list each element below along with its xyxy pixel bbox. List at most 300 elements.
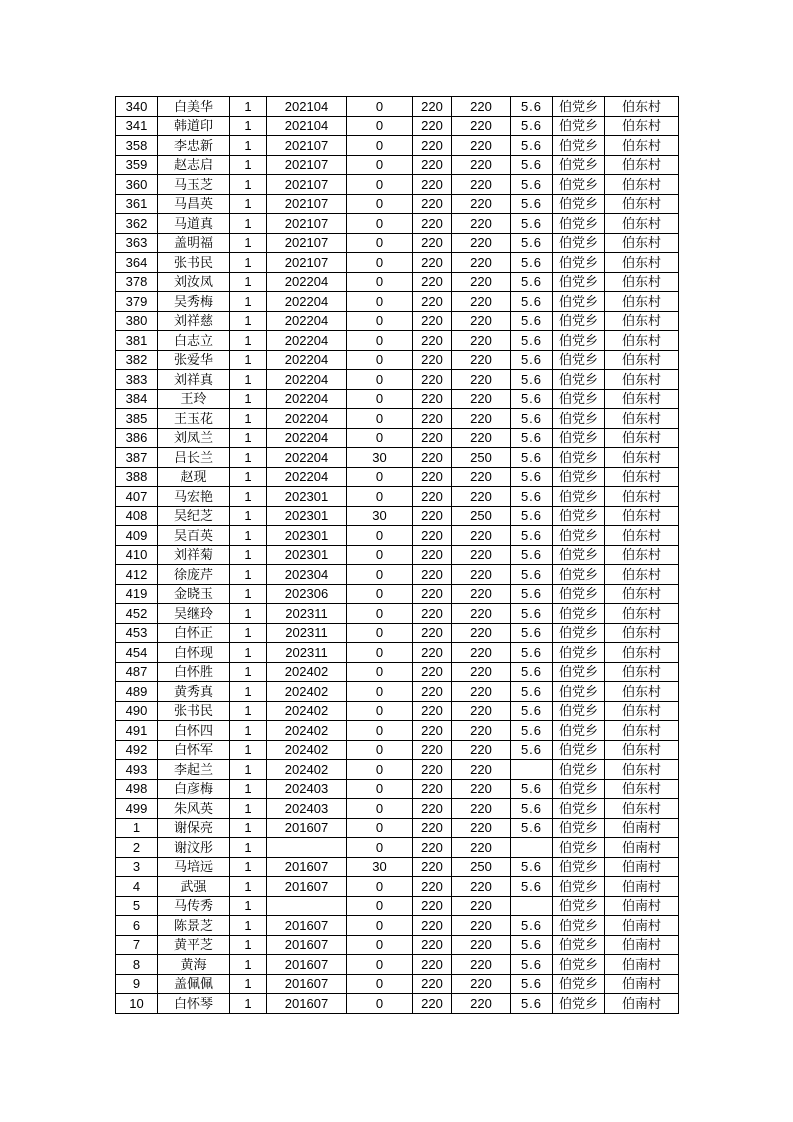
table-cell: 380	[116, 311, 158, 331]
table-cell: 220	[413, 194, 452, 214]
table-cell: 202403	[267, 779, 347, 799]
table-cell: 伯南村	[605, 818, 679, 838]
table-cell: 385	[116, 409, 158, 429]
table-cell: 盖明福	[158, 233, 230, 253]
table-row	[116, 292, 679, 312]
table-cell: 202104	[267, 97, 347, 117]
table-row	[116, 955, 679, 975]
table-cell: 202107	[267, 136, 347, 156]
table-cell: 伯党乡	[553, 428, 605, 448]
table-cell: 王玉花	[158, 409, 230, 429]
table-cell: 伯南村	[605, 994, 679, 1014]
table-cell: 220	[413, 877, 452, 897]
table-cell: 伯党乡	[553, 740, 605, 760]
table-cell: 220	[413, 818, 452, 838]
table-cell: 5.6	[511, 448, 553, 468]
table-cell	[511, 760, 553, 780]
table-cell: 220	[452, 175, 511, 195]
table-cell: 220	[452, 935, 511, 955]
table-cell: 张书民	[158, 701, 230, 721]
table-row	[116, 701, 679, 721]
table-cell: 0	[347, 155, 413, 175]
table-cell: 伯党乡	[553, 779, 605, 799]
table-row	[116, 331, 679, 351]
table-cell: 1	[230, 896, 267, 916]
table-cell: 0	[347, 799, 413, 819]
table-cell: 341	[116, 116, 158, 136]
table-cell: 谢保亮	[158, 818, 230, 838]
table-cell: 220	[452, 292, 511, 312]
table-row	[116, 760, 679, 780]
table-cell: 白美华	[158, 97, 230, 117]
table-cell: 刘凤兰	[158, 428, 230, 448]
table-cell: 1	[230, 623, 267, 643]
table-cell: 202402	[267, 760, 347, 780]
table-cell: 220	[413, 233, 452, 253]
table-cell: 384	[116, 389, 158, 409]
table-cell: 伯东村	[605, 214, 679, 234]
table-cell: 220	[452, 818, 511, 838]
table-cell: 0	[347, 487, 413, 507]
table-cell: 220	[452, 409, 511, 429]
table-cell: 489	[116, 682, 158, 702]
table-cell: 1	[230, 233, 267, 253]
table-cell: 伯党乡	[553, 448, 605, 468]
table-cell: 201607	[267, 916, 347, 936]
table-cell: 吴纪芝	[158, 506, 230, 526]
table-cell: 5.6	[511, 136, 553, 156]
table-cell: 1	[230, 935, 267, 955]
table-cell: 0	[347, 253, 413, 273]
table-cell: 202304	[267, 565, 347, 585]
table-row	[116, 370, 679, 390]
table-cell: 马昌英	[158, 194, 230, 214]
table-cell: 498	[116, 779, 158, 799]
table-cell: 30	[347, 506, 413, 526]
table-row	[116, 448, 679, 468]
table-cell: 伯东村	[605, 409, 679, 429]
table-cell: 220	[413, 409, 452, 429]
table-cell: 伯党乡	[553, 487, 605, 507]
table-cell: 0	[347, 682, 413, 702]
table-cell: 0	[347, 389, 413, 409]
table-cell: 201607	[267, 974, 347, 994]
table-cell: 张爱华	[158, 350, 230, 370]
table-cell: 220	[413, 545, 452, 565]
table-cell: 220	[452, 604, 511, 624]
table-cell: 0	[347, 896, 413, 916]
table-cell: 马培远	[158, 857, 230, 877]
table-cell: 白志立	[158, 331, 230, 351]
table-cell: 220	[413, 682, 452, 702]
table-cell: 伯党乡	[553, 974, 605, 994]
table-cell: 伯东村	[605, 155, 679, 175]
table-cell: 0	[347, 838, 413, 858]
table-cell: 赵志启	[158, 155, 230, 175]
table-cell: 202306	[267, 584, 347, 604]
table-cell: 202311	[267, 604, 347, 624]
table-cell: 5.6	[511, 955, 553, 975]
table-cell: 伯东村	[605, 194, 679, 214]
table-cell: 4	[116, 877, 158, 897]
table-cell: 220	[413, 721, 452, 741]
table-cell: 1	[230, 311, 267, 331]
table-cell: 202204	[267, 389, 347, 409]
table-cell: 伯党乡	[553, 838, 605, 858]
table-cell: 202204	[267, 311, 347, 331]
table-cell: 1	[230, 428, 267, 448]
table-cell: 伯党乡	[553, 994, 605, 1014]
table-cell: 1	[230, 662, 267, 682]
table-cell: 1	[230, 974, 267, 994]
table-cell: 487	[116, 662, 158, 682]
table-cell: 伯东村	[605, 350, 679, 370]
table-cell: 5.6	[511, 506, 553, 526]
table-cell	[267, 896, 347, 916]
table-cell: 伯东村	[605, 565, 679, 585]
table-cell: 0	[347, 623, 413, 643]
table-cell: 220	[413, 428, 452, 448]
table-cell: 220	[452, 526, 511, 546]
table-cell: 250	[452, 448, 511, 468]
table-row	[116, 194, 679, 214]
table-cell: 30	[347, 448, 413, 468]
table-cell: 伯党乡	[553, 545, 605, 565]
table-cell: 伯党乡	[553, 97, 605, 117]
table-cell: 8	[116, 955, 158, 975]
table-row	[116, 916, 679, 936]
table-cell: 1	[230, 838, 267, 858]
table-cell: 5.6	[511, 214, 553, 234]
table-cell: 伯东村	[605, 584, 679, 604]
table-cell: 408	[116, 506, 158, 526]
table-cell: 白怀四	[158, 721, 230, 741]
table-cell: 1	[230, 818, 267, 838]
table-row	[116, 935, 679, 955]
table-row	[116, 175, 679, 195]
table-row	[116, 350, 679, 370]
table-cell: 358	[116, 136, 158, 156]
table-cell: 363	[116, 233, 158, 253]
table-cell: 202402	[267, 662, 347, 682]
table-cell: 伯东村	[605, 526, 679, 546]
table-cell: 220	[413, 779, 452, 799]
table-cell: 白怀琴	[158, 994, 230, 1014]
table-cell: 5.6	[511, 155, 553, 175]
table-cell: 伯党乡	[553, 721, 605, 741]
table-cell: 220	[413, 370, 452, 390]
table-cell: 伯党乡	[553, 311, 605, 331]
table-row	[116, 389, 679, 409]
table-cell: 250	[452, 506, 511, 526]
table-cell: 1	[230, 916, 267, 936]
table-cell: 李忠新	[158, 136, 230, 156]
table-cell: 朱风英	[158, 799, 230, 819]
table-cell: 伯东村	[605, 428, 679, 448]
table-cell: 220	[452, 311, 511, 331]
table-cell: 伯党乡	[553, 331, 605, 351]
table-row	[116, 682, 679, 702]
table-cell: 202402	[267, 740, 347, 760]
table-cell: 伯东村	[605, 760, 679, 780]
table-cell: 220	[413, 272, 452, 292]
table-cell: 202204	[267, 428, 347, 448]
table-cell: 5.6	[511, 428, 553, 448]
table-cell: 伯东村	[605, 370, 679, 390]
table-cell: 5.6	[511, 721, 553, 741]
table-cell: 伯党乡	[553, 701, 605, 721]
table-cell: 1	[230, 370, 267, 390]
table-cell: 伯党乡	[553, 116, 605, 136]
table-cell: 0	[347, 292, 413, 312]
table-cell: 伯党乡	[553, 389, 605, 409]
table-cell: 0	[347, 721, 413, 741]
table-cell: 220	[452, 97, 511, 117]
table-cell: 5.6	[511, 292, 553, 312]
table-cell: 伯党乡	[553, 623, 605, 643]
table-cell: 1	[230, 331, 267, 351]
table-cell: 伯南村	[605, 974, 679, 994]
table-cell: 220	[452, 662, 511, 682]
table-cell: 202403	[267, 799, 347, 819]
table-cell: 伯南村	[605, 916, 679, 936]
table-cell: 伯东村	[605, 506, 679, 526]
table-cell: 409	[116, 526, 158, 546]
table-cell: 202107	[267, 194, 347, 214]
table-cell: 1	[230, 487, 267, 507]
table-cell: 0	[347, 370, 413, 390]
table-cell: 5.6	[511, 97, 553, 117]
table-cell: 伯党乡	[553, 604, 605, 624]
table-row	[116, 467, 679, 487]
table-cell: 1	[230, 604, 267, 624]
table-cell: 220	[452, 487, 511, 507]
table-cell: 10	[116, 994, 158, 1014]
table-cell: 5.6	[511, 604, 553, 624]
table-cell: 220	[452, 643, 511, 663]
table-cell: 9	[116, 974, 158, 994]
table-cell: 359	[116, 155, 158, 175]
table-cell: 伯东村	[605, 116, 679, 136]
table-cell: 220	[413, 623, 452, 643]
table-cell: 0	[347, 526, 413, 546]
table-cell: 220	[452, 233, 511, 253]
table-cell: 220	[452, 545, 511, 565]
table-cell: 220	[452, 584, 511, 604]
table-cell: 202301	[267, 526, 347, 546]
table-row	[116, 97, 679, 117]
table-cell: 383	[116, 370, 158, 390]
table-cell: 1	[230, 97, 267, 117]
roster-table	[115, 96, 679, 1014]
table-cell: 1	[230, 740, 267, 760]
table-cell: 1	[230, 721, 267, 741]
table-cell: 伯党乡	[553, 467, 605, 487]
table-cell: 马宏艳	[158, 487, 230, 507]
table-row	[116, 818, 679, 838]
table-cell: 伯党乡	[553, 214, 605, 234]
table-row	[116, 662, 679, 682]
table-cell: 220	[413, 740, 452, 760]
table-cell: 5.6	[511, 799, 553, 819]
table-cell: 5.6	[511, 935, 553, 955]
table-cell: 白怀现	[158, 643, 230, 663]
table-cell: 5.6	[511, 857, 553, 877]
table-cell: 5.6	[511, 175, 553, 195]
table-cell: 202107	[267, 233, 347, 253]
table-row	[116, 740, 679, 760]
table-cell: 伯党乡	[553, 818, 605, 838]
table-cell: 武强	[158, 877, 230, 897]
table-row	[116, 799, 679, 819]
table-cell: 伯东村	[605, 331, 679, 351]
table-cell: 1	[230, 779, 267, 799]
table-cell: 徐庞芹	[158, 565, 230, 585]
table-cell: 1	[230, 682, 267, 702]
table-cell: 220	[413, 311, 452, 331]
table-cell: 1	[230, 116, 267, 136]
table-cell: 202107	[267, 175, 347, 195]
table-cell: 201607	[267, 857, 347, 877]
table-cell: 白彦梅	[158, 779, 230, 799]
table-cell	[511, 838, 553, 858]
table-cell: 491	[116, 721, 158, 741]
table-cell: 1	[230, 701, 267, 721]
table-cell: 5.6	[511, 194, 553, 214]
table-cell: 5.6	[511, 467, 553, 487]
table-cell: 6	[116, 916, 158, 936]
table-cell: 伯东村	[605, 97, 679, 117]
table-cell: 0	[347, 604, 413, 624]
table-cell: 5.6	[511, 643, 553, 663]
table-cell: 伯东村	[605, 389, 679, 409]
table-cell: 伯南村	[605, 935, 679, 955]
table-cell: 伯东村	[605, 253, 679, 273]
table-cell: 伯党乡	[553, 857, 605, 877]
table-cell: 5	[116, 896, 158, 916]
table-cell: 1	[230, 448, 267, 468]
table-row	[116, 214, 679, 234]
table-cell: 5.6	[511, 701, 553, 721]
table-cell: 5.6	[511, 818, 553, 838]
table-cell: 1	[230, 760, 267, 780]
table-cell: 419	[116, 584, 158, 604]
table-cell: 1	[230, 194, 267, 214]
table-row	[116, 155, 679, 175]
table-cell: 1	[230, 136, 267, 156]
table-cell: 1	[230, 409, 267, 429]
table-cell: 220	[413, 604, 452, 624]
table-cell: 1	[230, 955, 267, 975]
table-cell: 王玲	[158, 389, 230, 409]
table-row	[116, 857, 679, 877]
table-cell: 0	[347, 584, 413, 604]
table-cell: 1	[230, 467, 267, 487]
table-cell: 伯南村	[605, 838, 679, 858]
table-cell: 5.6	[511, 682, 553, 702]
table-cell: 伯党乡	[553, 272, 605, 292]
table-cell: 赵现	[158, 467, 230, 487]
table-cell: 0	[347, 467, 413, 487]
table-row	[116, 233, 679, 253]
table-row	[116, 974, 679, 994]
table-cell: 盖佩佩	[158, 974, 230, 994]
table-cell: 伯南村	[605, 857, 679, 877]
table-cell: 0	[347, 701, 413, 721]
table-cell: 伯东村	[605, 799, 679, 819]
table-cell: 202204	[267, 409, 347, 429]
table-cell: 1	[230, 643, 267, 663]
table-cell: 5.6	[511, 740, 553, 760]
table-cell: 1	[230, 272, 267, 292]
table-cell: 202104	[267, 116, 347, 136]
table-cell: 吴秀梅	[158, 292, 230, 312]
table-cell: 伯东村	[605, 701, 679, 721]
table-row	[116, 526, 679, 546]
table-cell: 1	[230, 389, 267, 409]
table-cell: 220	[413, 448, 452, 468]
table-cell: 220	[452, 331, 511, 351]
table-cell: 492	[116, 740, 158, 760]
table-cell: 刘祥真	[158, 370, 230, 390]
table-cell: 0	[347, 974, 413, 994]
table-cell: 3	[116, 857, 158, 877]
table-cell: 220	[452, 272, 511, 292]
table-cell: 伯东村	[605, 779, 679, 799]
table-cell: 伯南村	[605, 955, 679, 975]
table-cell: 伯党乡	[553, 233, 605, 253]
table-cell: 伯党乡	[553, 799, 605, 819]
table-cell	[511, 896, 553, 916]
table-cell: 0	[347, 565, 413, 585]
table-cell: 220	[452, 214, 511, 234]
table-cell: 220	[452, 955, 511, 975]
table-cell: 伯东村	[605, 487, 679, 507]
table-cell: 250	[452, 857, 511, 877]
table-cell: 220	[413, 97, 452, 117]
table-cell: 364	[116, 253, 158, 273]
table-cell: 伯东村	[605, 721, 679, 741]
table-cell: 220	[413, 116, 452, 136]
table-cell: 386	[116, 428, 158, 448]
table-cell: 伯东村	[605, 643, 679, 663]
table-cell: 伯党乡	[553, 136, 605, 156]
table-cell: 220	[413, 292, 452, 312]
table-cell: 5.6	[511, 623, 553, 643]
table-row	[116, 506, 679, 526]
table-cell: 伯东村	[605, 272, 679, 292]
table-cell: 0	[347, 97, 413, 117]
table-cell: 黄秀真	[158, 682, 230, 702]
table-cell: 493	[116, 760, 158, 780]
table-cell: 220	[452, 565, 511, 585]
table-cell: 30	[347, 857, 413, 877]
table-cell: 202204	[267, 292, 347, 312]
table-cell: 202301	[267, 487, 347, 507]
table-cell: 1	[230, 565, 267, 585]
table-cell: 220	[452, 994, 511, 1014]
table-cell: 5.6	[511, 877, 553, 897]
table-row	[116, 136, 679, 156]
table-cell: 5.6	[511, 662, 553, 682]
table-cell: 201607	[267, 955, 347, 975]
table-cell: 黄平芝	[158, 935, 230, 955]
table-cell: 220	[452, 896, 511, 916]
table-cell: 220	[452, 253, 511, 273]
table-cell: 伯党乡	[553, 350, 605, 370]
table-cell: 1	[230, 214, 267, 234]
table-cell: 220	[452, 916, 511, 936]
